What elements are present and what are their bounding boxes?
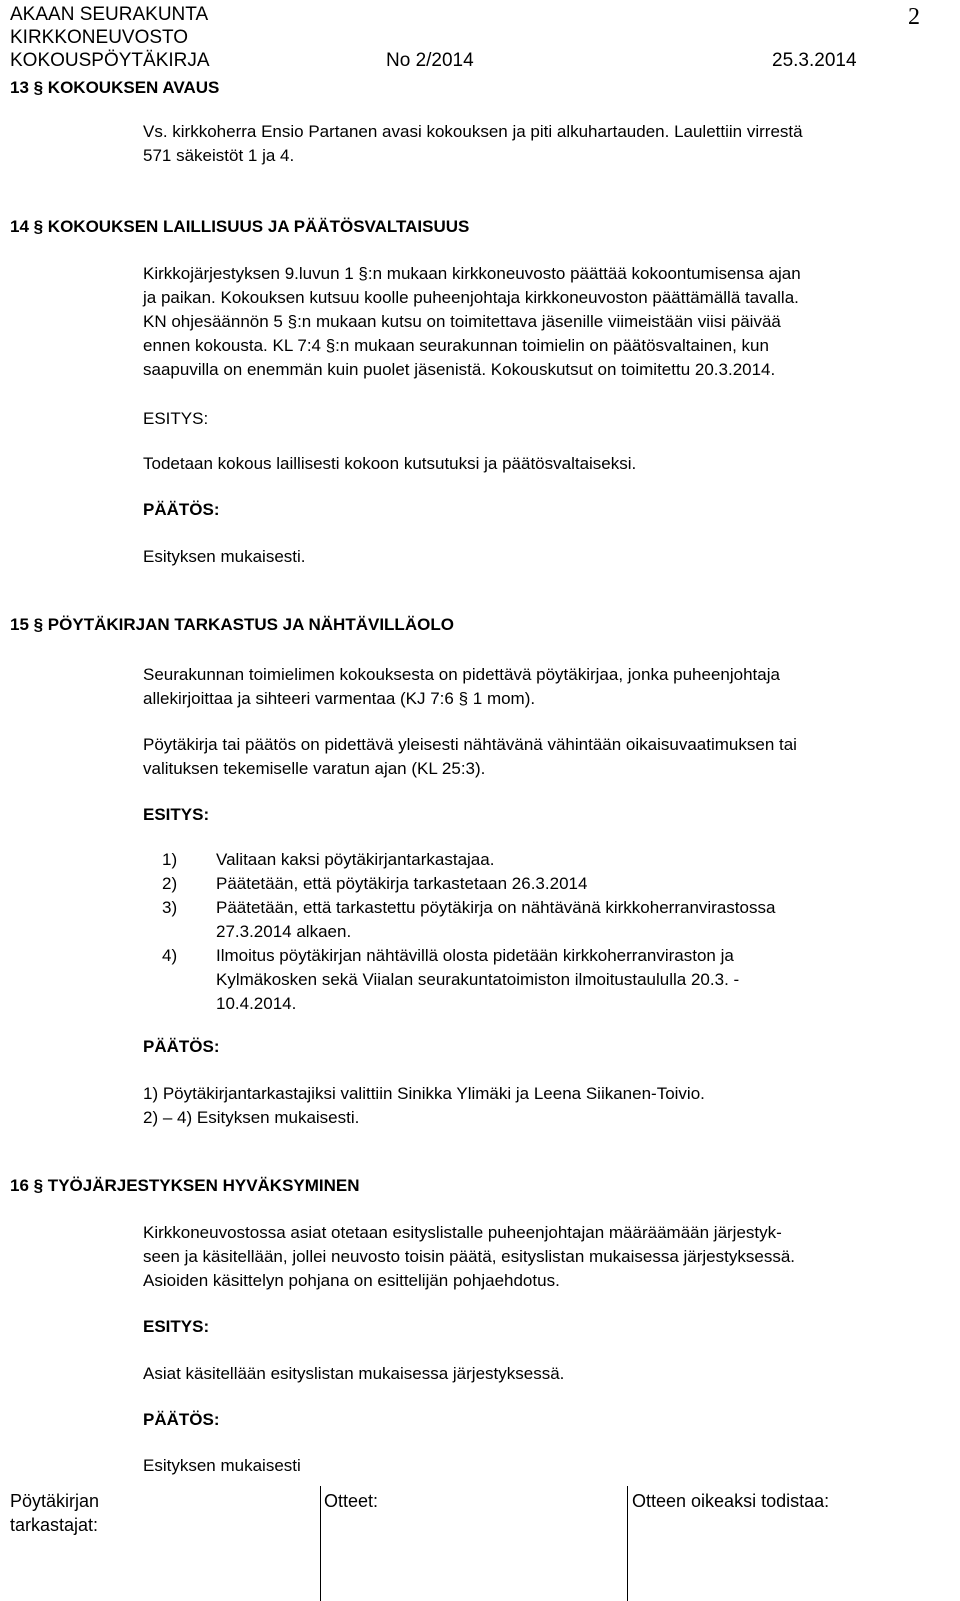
list-item	[162, 848, 775, 872]
section-16-line: seen ja käsitellään, jollei neuvosto toisin päätä, esityslistan mukaisessa järjestyksessä.	[143, 1247, 795, 1266]
list-item-number: 4)	[162, 946, 178, 965]
footer-reviewers-label-line: Pöytäkirjan	[10, 1491, 100, 1511]
section-13-line-1: Vs. kirkkoherra Ensio Partanen avasi kokouksen ja piti alkuhartauden. Laulettiin virrestä	[143, 122, 803, 141]
footer-divider	[320, 1486, 321, 1601]
section-14-line: KN ohjesäännön 5 §:n mukaan kutsu on toimitettava jäsenille viimeistään viisi päivää	[143, 312, 781, 331]
list-item-text: Kylmäkosken sekä Viialan seurakuntatoimiston ilmoitustaululla 20.3. -	[216, 970, 740, 989]
section-14-line: saapuvilla on enemmän kuin puolet jäsenistä. Kokouskutsut on toimitettu 20.3.2014.	[143, 360, 776, 379]
section-13-title: 13 § KOKOUKSEN AVAUS	[10, 78, 220, 97]
list-item-text: 10.4.2014.	[216, 994, 297, 1013]
section-14-esitys-label: ESITYS:	[143, 409, 209, 428]
section-15-para-1	[143, 663, 780, 711]
footer-certified-label: Otteen oikeaksi todistaa:	[632, 1491, 830, 1511]
footer-reviewers-label-line: tarkastajat:	[10, 1515, 99, 1535]
section-16-title: 16 § TYÖJÄRJESTYKSEN HYVÄKSYMINEN	[10, 1176, 360, 1195]
section-16-paatos-text: Esityksen mukaisesti	[143, 1456, 301, 1475]
section-16-paatos-label: PÄÄTÖS:	[143, 1410, 220, 1429]
section-14-paatos-text: Esityksen mukaisesti.	[143, 547, 306, 566]
section-14-body	[143, 262, 801, 382]
section-14-line: ja paikan. Kokouksen kutsuu koolle puheenjohtaja kirkkoneuvoston päättämällä tavalla.	[143, 288, 799, 307]
header-doc-type: KOKOUSPÖYTÄKIRJA	[10, 50, 210, 71]
section-15-line: Seurakunnan toimielimen kokouksesta on pidettävä pöytäkirjaa, jonka puheenjohtaja	[143, 665, 780, 684]
section-15-para-2	[143, 733, 797, 781]
header-org: AKAAN SEURAKUNTA	[10, 4, 209, 25]
section-15-paatos-body	[143, 1082, 705, 1130]
section-16-esitys-text: Asiat käsitellään esityslistan mukaisessa järjestyksessä.	[143, 1364, 565, 1383]
section-15-paatos-label: PÄÄTÖS:	[143, 1037, 220, 1056]
footer-reviewers-label	[10, 1489, 99, 1537]
section-16-esitys-label: ESITYS:	[143, 1317, 210, 1336]
list-item-text: Ilmoitus pöytäkirjan nähtävillä olosta pidetään kirkkoherranviraston ja	[216, 946, 734, 965]
section-15-line: valituksen tekemiselle varatun ajan (KL 25:3).	[143, 759, 486, 778]
list-item-number: 3)	[162, 898, 178, 917]
section-16-body	[143, 1221, 795, 1293]
section-15-line: allekirjoittaa ja sihteeri varmentaa (KJ 7:6 § 1 mom).	[143, 689, 536, 708]
list-item-text: Päätetään, että pöytäkirja tarkastetaan 26.3.2014	[216, 874, 588, 893]
page-number: 2	[908, 4, 920, 30]
list-item-text: 27.3.2014 alkaen.	[216, 922, 352, 941]
section-14-paatos-label: PÄÄTÖS:	[143, 500, 220, 519]
section-15-proposal-list	[162, 848, 775, 1016]
section-16-line: Asioiden käsittelyn pohjana on esittelijän pohjaehdotus.	[143, 1271, 560, 1290]
section-13-line-2: 571 säkeistöt 1 ja 4.	[143, 146, 295, 165]
section-14-esitys-text: Todetaan kokous laillisesti kokoon kutsutuksi ja päätösvaltaiseksi.	[143, 454, 637, 473]
section-15-paatos-line: 2) – 4) Esityksen mukaisesti.	[143, 1108, 360, 1127]
header-body: KIRKKONEUVOSTO	[10, 27, 189, 48]
section-14-line: Kirkkojärjestyksen 9.luvun 1 §:n mukaan kirkkoneuvosto päättää kokoontumisensa ajan	[143, 264, 801, 283]
list-item-text: Päätetään, että tarkastettu pöytäkirja on nähtävänä kirkkoherranvirastossa	[216, 898, 776, 917]
footer-extracts-label: Otteet:	[324, 1491, 379, 1511]
list-item-number: 2)	[162, 874, 178, 893]
section-15-paatos-line: 1) Pöytäkirjantarkastajiksi valittiin Sinikka Ylimäki ja Leena Siikanen-Toivio.	[143, 1084, 705, 1103]
header-date: 25.3.2014	[772, 50, 857, 71]
header-doc-number: No 2/2014	[386, 50, 474, 71]
section-14-line: ennen kokousta. KL 7:4 §:n mukaan seurakunnan toimielin on päätösvaltainen, kun	[143, 336, 769, 355]
section-15-esitys-label: ESITYS:	[143, 805, 210, 824]
list-item-number: 1)	[162, 850, 178, 869]
section-16-line: Kirkkoneuvostossa asiat otetaan esityslistalle puheenjohtajan määräämään järjestyk-	[143, 1223, 782, 1242]
list-item-text: Valitaan kaksi pöytäkirjantarkastajaa.	[216, 850, 495, 869]
section-15-title: 15 § PÖYTÄKIRJAN TARKASTUS JA NÄHTÄVILLÄOLO	[10, 615, 454, 634]
section-15-line: Pöytäkirja tai päätös on pidettävä yleisesti nähtävänä vähintään oikaisuvaatimuksen tai	[143, 735, 797, 754]
footer-divider	[627, 1486, 628, 1601]
list-item	[162, 896, 775, 944]
list-item	[162, 944, 775, 1016]
list-item	[162, 872, 775, 896]
section-14-title: 14 § KOKOUKSEN LAILLISUUS JA PÄÄTÖSVALTAISUUS	[10, 217, 470, 236]
